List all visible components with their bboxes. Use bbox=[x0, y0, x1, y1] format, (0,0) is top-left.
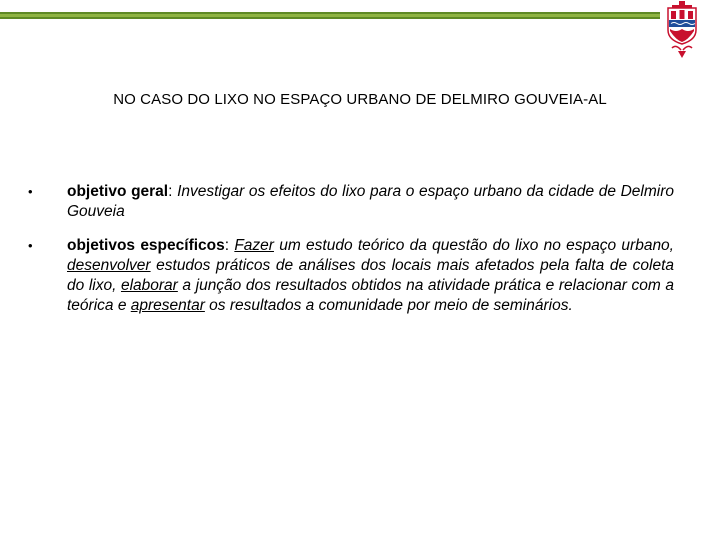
verb-fazer: Fazer bbox=[234, 237, 274, 254]
bullet-separator: : bbox=[224, 237, 235, 254]
bullet-marker: • bbox=[28, 238, 33, 253]
university-crest-icon bbox=[662, 0, 702, 60]
list-item-general-objective bbox=[28, 182, 674, 222]
bullet-separator: : bbox=[168, 183, 178, 200]
list-item-specific-objectives bbox=[28, 236, 674, 316]
bullet-label: objetivo geral bbox=[67, 183, 169, 200]
bullet-text-part-2: estudos práticos de análises dos locais mais afetados pela falta de coleta do lixo, bbox=[67, 257, 674, 294]
bullet-marker: • bbox=[28, 184, 33, 199]
bullet-text-part-3: a junção dos resultados obtidos na atividade prática e relacionar com a teórica e bbox=[67, 277, 674, 314]
top-decorative-bar bbox=[0, 12, 660, 19]
bullet-text-part-4: os resultados a comunidade por meio de seminários. bbox=[204, 297, 573, 314]
bullet-text: Investigar os efeitos do lixo para o espaço urbano da cidade de Delmiro Gouveia bbox=[67, 183, 674, 220]
verb-elaborar: elaborar bbox=[120, 277, 178, 294]
bullet-text-part-1: um estudo teórico da questão do lixo no espaço urbano, bbox=[273, 237, 674, 254]
verb-apresentar: apresentar bbox=[130, 297, 205, 314]
bullet-label: objetivos específicos bbox=[67, 237, 225, 254]
objectives-list bbox=[28, 182, 674, 330]
verb-desenvolver: desenvolver bbox=[67, 257, 151, 274]
slide-title: NO CASO DO LIXO NO ESPAÇO URBANO DE DELMIRO GOUVEIA-AL bbox=[113, 91, 607, 108]
